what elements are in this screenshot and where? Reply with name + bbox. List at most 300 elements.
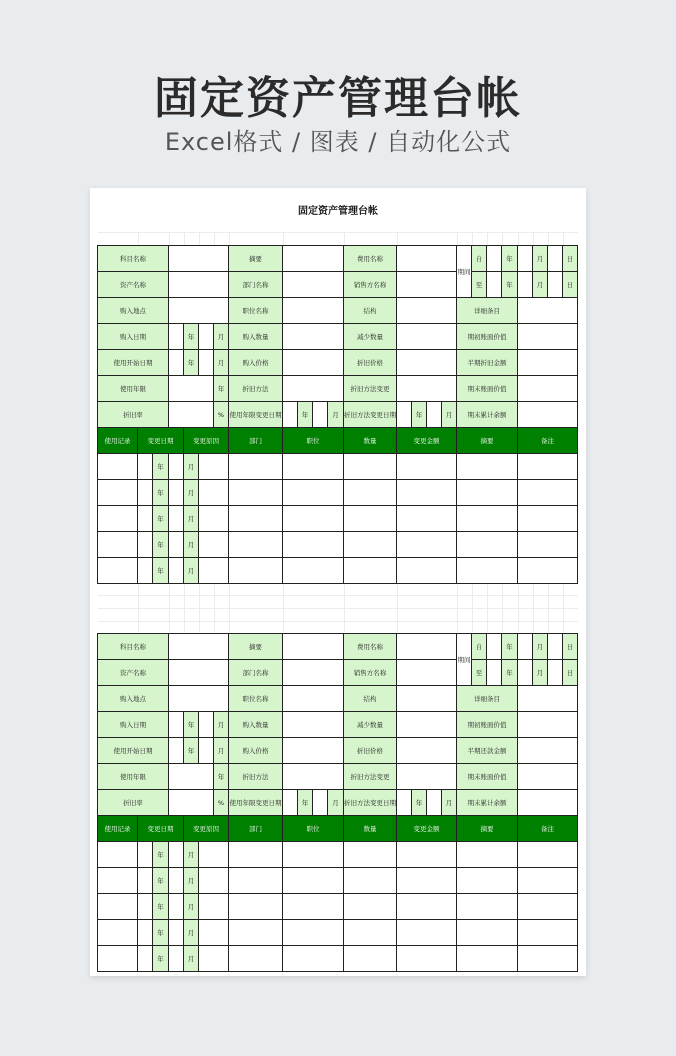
value-position-name[interactable] — [283, 686, 344, 712]
record-blank[interactable] — [138, 920, 153, 946]
label-year: 年 — [502, 660, 518, 686]
value-period-start-book-value[interactable] — [518, 324, 578, 350]
label-period: 期间 — [457, 246, 472, 298]
grid-line — [397, 232, 398, 246]
record-summary[interactable] — [457, 454, 518, 480]
record-year-value[interactable] — [169, 454, 184, 480]
label-day: 日 — [563, 634, 578, 660]
record-blank[interactable] — [138, 480, 153, 506]
grid-line — [472, 582, 473, 632]
record-reason[interactable] — [199, 454, 229, 480]
value-dep-method[interactable] — [283, 376, 344, 402]
label-use-year-change-date: 使用年限变更日期 — [229, 402, 283, 428]
header-7: 摘要 — [457, 816, 518, 842]
record-blank[interactable] — [138, 894, 153, 920]
record-dept[interactable] — [229, 894, 283, 920]
label-decrease-qty: 减少数量 — [344, 712, 397, 738]
value-uyc-blank[interactable] — [283, 790, 298, 816]
label-dept-name: 部门名称 — [229, 660, 283, 686]
label-month: 月 — [442, 790, 457, 816]
value-dmc-blank[interactable] — [397, 402, 412, 428]
label-purchase-qty: 购入数量 — [229, 712, 283, 738]
label-year: 年 — [412, 402, 427, 428]
value-to-year[interactable] — [487, 272, 502, 298]
record-dept[interactable] — [229, 506, 283, 532]
value-from-month[interactable] — [518, 246, 533, 272]
label-purchase-place: 购入地点 — [98, 686, 169, 712]
record-position[interactable] — [283, 946, 344, 972]
label-month: 月 — [533, 246, 548, 272]
record-dept[interactable] — [229, 532, 283, 558]
label-position-name: 职位名称 — [229, 686, 283, 712]
grid-line — [184, 582, 185, 632]
record-dept[interactable] — [229, 842, 283, 868]
record-summary[interactable] — [457, 946, 518, 972]
value-depreciation-price[interactable] — [397, 350, 457, 376]
grid-line — [518, 232, 519, 246]
label-year: 年 — [184, 324, 199, 350]
record-use-note[interactable] — [98, 532, 138, 558]
record-position[interactable] — [283, 894, 344, 920]
grid-line — [533, 232, 534, 246]
label-purchase-qty: 购入数量 — [229, 324, 283, 350]
header-6: 变更金额 — [397, 816, 457, 842]
label-depreciation-price: 折旧价格 — [344, 738, 397, 764]
value-sale-name[interactable] — [397, 272, 457, 298]
label-year: 年 — [502, 246, 518, 272]
label-from: 自 — [472, 246, 487, 272]
value-period-end-book-value[interactable] — [518, 764, 578, 790]
record-month-label: 月 — [184, 920, 199, 946]
grid-line — [344, 232, 345, 246]
record-amount[interactable] — [397, 480, 457, 506]
label-percent: % — [214, 402, 229, 428]
value-structure[interactable] — [397, 298, 457, 324]
value-purchase-price[interactable] — [283, 350, 344, 376]
label-month: 月 — [214, 324, 229, 350]
label-month: 月 — [533, 660, 548, 686]
value-detail-items[interactable] — [518, 298, 578, 324]
record-reason[interactable] — [199, 506, 229, 532]
record-use-note[interactable] — [98, 454, 138, 480]
header-7: 摘要 — [457, 428, 518, 454]
grid-line — [98, 595, 578, 596]
record-reason[interactable] — [199, 842, 229, 868]
value-to-year[interactable] — [487, 660, 502, 686]
record-qty[interactable] — [344, 558, 397, 584]
label-period-end-cum: 期末累计余额 — [457, 790, 518, 816]
record-qty[interactable] — [344, 946, 397, 972]
record-reason[interactable] — [199, 480, 229, 506]
header-4: 职位 — [283, 428, 344, 454]
record-dept[interactable] — [229, 868, 283, 894]
record-position[interactable] — [283, 920, 344, 946]
record-summary[interactable] — [457, 868, 518, 894]
value-purchase-qty[interactable] — [283, 712, 344, 738]
record-reason[interactable] — [199, 532, 229, 558]
value-dep-method[interactable] — [283, 764, 344, 790]
value-to-day[interactable] — [548, 272, 563, 298]
record-year-value[interactable] — [169, 868, 184, 894]
record-position[interactable] — [283, 506, 344, 532]
record-qty[interactable] — [344, 894, 397, 920]
record-remark[interactable] — [518, 506, 578, 532]
record-use-note[interactable] — [98, 558, 138, 584]
record-blank[interactable] — [138, 454, 153, 480]
record-amount[interactable] — [397, 920, 457, 946]
grid-line — [214, 232, 215, 246]
value-subject-name[interactable] — [169, 634, 229, 660]
value-uyc-year[interactable] — [313, 790, 328, 816]
record-month-label: 月 — [184, 506, 199, 532]
record-blank[interactable] — [138, 506, 153, 532]
label-period-start-book-value: 期初账面价值 — [457, 324, 518, 350]
value-dmc-blank[interactable] — [397, 790, 412, 816]
record-month-label: 月 — [184, 842, 199, 868]
record-year-value[interactable] — [169, 532, 184, 558]
spreadsheet-preview — [90, 188, 586, 976]
record-blank[interactable] — [138, 842, 153, 868]
label-summary: 摘要 — [229, 246, 283, 272]
label-month: 月 — [214, 350, 229, 376]
value-purchase-qty[interactable] — [283, 324, 344, 350]
label-month: 月 — [214, 738, 229, 764]
record-remark[interactable] — [518, 558, 578, 584]
record-month-label: 月 — [184, 454, 199, 480]
header-8: 备注 — [518, 816, 578, 842]
value-purchase-place[interactable] — [169, 686, 229, 712]
value-from-day[interactable] — [548, 246, 563, 272]
record-remark[interactable] — [518, 532, 578, 558]
value-detail-items[interactable] — [518, 686, 578, 712]
value-use-start-month[interactable] — [199, 738, 214, 764]
grid-line — [199, 232, 200, 246]
record-year-value[interactable] — [169, 842, 184, 868]
grid-line — [563, 582, 564, 632]
label-use-years: 使用年限 — [98, 764, 169, 790]
label-year: 年 — [502, 634, 518, 660]
record-remark[interactable] — [518, 946, 578, 972]
record-reason[interactable] — [199, 946, 229, 972]
record-position[interactable] — [283, 868, 344, 894]
banner-subtitle: Excel格式 / 图表 / 自动化公式 — [164, 128, 512, 156]
grid-line — [344, 582, 345, 632]
label-halfyear-dep-amount: 半期折旧金额 — [457, 350, 518, 376]
label-summary: 摘要 — [229, 634, 283, 660]
label-sale-name: 销售方名称 — [344, 272, 397, 298]
label-day: 日 — [563, 660, 578, 686]
value-use-start-month[interactable] — [199, 350, 214, 376]
value-purchase-year[interactable] — [169, 324, 184, 350]
grid-line — [548, 232, 549, 246]
value-dep-rate[interactable] — [169, 402, 214, 428]
grid-line — [518, 582, 519, 632]
grid-line — [487, 232, 488, 246]
record-amount[interactable] — [397, 506, 457, 532]
record-dept[interactable] — [229, 454, 283, 480]
label-use-years: 使用年限 — [98, 376, 169, 402]
record-position[interactable] — [283, 480, 344, 506]
grid-line — [229, 582, 230, 632]
record-summary[interactable] — [457, 894, 518, 920]
label-sale-name: 销售方名称 — [344, 660, 397, 686]
grid-line — [472, 232, 473, 246]
header-0: 使用记录 — [98, 428, 138, 454]
record-reason[interactable] — [199, 894, 229, 920]
record-use-note[interactable] — [98, 894, 138, 920]
record-year-label: 年 — [153, 558, 169, 584]
value-halfyear-dep-amount[interactable] — [518, 350, 578, 376]
record-year-label: 年 — [153, 454, 169, 480]
label-purchase-date: 购入日期 — [98, 324, 169, 350]
grid-line — [229, 232, 230, 246]
label-day: 日 — [563, 246, 578, 272]
value-period-end-book-value[interactable] — [518, 376, 578, 402]
value-period-end-cum[interactable] — [518, 790, 578, 816]
value-purchase-month[interactable] — [199, 712, 214, 738]
grid-line — [533, 582, 534, 632]
value-purchase-price[interactable] — [283, 738, 344, 764]
record-summary[interactable] — [457, 558, 518, 584]
label-purchase-price: 购入价格 — [229, 350, 283, 376]
label-year: 年 — [214, 376, 229, 402]
value-purchase-month[interactable] — [199, 324, 214, 350]
value-to-month[interactable] — [518, 660, 533, 686]
label-month: 月 — [533, 272, 548, 298]
record-year-value[interactable] — [169, 480, 184, 506]
record-reason[interactable] — [199, 868, 229, 894]
value-from-month[interactable] — [518, 634, 533, 660]
label-subject-name: 科目名称 — [98, 246, 169, 272]
label-detail-items: 详细条目 — [457, 298, 518, 324]
grid-line — [199, 582, 200, 632]
record-blank[interactable] — [138, 946, 153, 972]
label-period: 期间 — [457, 634, 472, 686]
grid-line — [98, 232, 578, 233]
value-sale-name[interactable] — [397, 660, 457, 686]
record-amount[interactable] — [397, 868, 457, 894]
record-remark[interactable] — [518, 842, 578, 868]
record-month-label: 月 — [184, 532, 199, 558]
header-2: 变更原因 — [184, 428, 229, 454]
grid-line — [397, 582, 398, 632]
grid-line — [502, 232, 503, 246]
record-summary[interactable] — [457, 506, 518, 532]
record-dept[interactable] — [229, 946, 283, 972]
value-halfyear-dep-amount[interactable] — [518, 738, 578, 764]
record-month-label: 月 — [184, 946, 199, 972]
label-dep-rate: 折旧率 — [98, 790, 169, 816]
record-year-value[interactable] — [169, 920, 184, 946]
record-position[interactable] — [283, 454, 344, 480]
value-dmc-year[interactable] — [427, 790, 442, 816]
record-position[interactable] — [283, 532, 344, 558]
record-dept[interactable] — [229, 558, 283, 584]
value-expense-name[interactable] — [397, 246, 457, 272]
label-year: 年 — [184, 350, 199, 376]
record-qty[interactable] — [344, 868, 397, 894]
record-summary[interactable] — [457, 920, 518, 946]
record-summary[interactable] — [457, 842, 518, 868]
label-purchase-price: 购入价格 — [229, 738, 283, 764]
record-amount[interactable] — [397, 532, 457, 558]
value-purchase-place[interactable] — [169, 298, 229, 324]
value-asset-name[interactable] — [169, 660, 229, 686]
label-month: 月 — [442, 402, 457, 428]
value-uyc-blank[interactable] — [283, 402, 298, 428]
value-dep-rate[interactable] — [169, 790, 214, 816]
record-dept[interactable] — [229, 920, 283, 946]
record-use-note[interactable] — [98, 946, 138, 972]
value-decrease-qty[interactable] — [397, 324, 457, 350]
header-8: 备注 — [518, 428, 578, 454]
record-position[interactable] — [283, 558, 344, 584]
label-month: 月 — [328, 402, 344, 428]
value-purchase-year[interactable] — [169, 712, 184, 738]
value-from-year[interactable] — [487, 634, 502, 660]
grid-line — [169, 232, 170, 246]
value-from-day[interactable] — [548, 634, 563, 660]
value-position-name[interactable] — [283, 298, 344, 324]
record-use-note[interactable] — [98, 920, 138, 946]
value-summary[interactable] — [283, 246, 344, 272]
value-summary[interactable] — [283, 634, 344, 660]
label-year: 年 — [298, 402, 313, 428]
record-year-label: 年 — [153, 506, 169, 532]
header-3: 部门 — [229, 428, 283, 454]
record-remark[interactable] — [518, 920, 578, 946]
label-dep-method: 折旧方法 — [229, 764, 283, 790]
record-year-label: 年 — [153, 480, 169, 506]
value-use-start-year[interactable] — [169, 738, 184, 764]
label-position-name: 职位名称 — [229, 298, 283, 324]
label-year: 年 — [298, 790, 313, 816]
value-dmc-year[interactable] — [427, 402, 442, 428]
record-reason[interactable] — [199, 558, 229, 584]
record-use-note[interactable] — [98, 480, 138, 506]
value-period-end-cum[interactable] — [518, 402, 578, 428]
record-position[interactable] — [283, 842, 344, 868]
record-use-note[interactable] — [98, 842, 138, 868]
value-use-start-year[interactable] — [169, 350, 184, 376]
label-dep-method-change-date: 折旧方法变更日期 — [344, 790, 397, 816]
record-remark[interactable] — [518, 868, 578, 894]
label-year: 年 — [184, 712, 199, 738]
label-use-start-date: 使用开始日期 — [98, 738, 169, 764]
record-year-value[interactable] — [169, 558, 184, 584]
value-asset-name[interactable] — [169, 272, 229, 298]
value-from-year[interactable] — [487, 246, 502, 272]
record-year-label: 年 — [153, 894, 169, 920]
record-year-value[interactable] — [169, 506, 184, 532]
label-period-end-book-value: 期末账面价值 — [457, 376, 518, 402]
record-amount[interactable] — [397, 894, 457, 920]
banner-title: 固定资产管理台帐 — [154, 73, 522, 124]
record-year-value[interactable] — [169, 894, 184, 920]
record-qty[interactable] — [344, 842, 397, 868]
record-amount[interactable] — [397, 454, 457, 480]
value-depreciation-price[interactable] — [397, 738, 457, 764]
record-qty[interactable] — [344, 532, 397, 558]
label-decrease-qty: 减少数量 — [344, 324, 397, 350]
value-uyc-year[interactable] — [313, 402, 328, 428]
record-use-note[interactable] — [98, 868, 138, 894]
value-dep-method-change[interactable] — [397, 764, 457, 790]
grid-line — [169, 582, 170, 632]
value-use-years[interactable] — [169, 764, 214, 790]
value-dep-method-change[interactable] — [397, 376, 457, 402]
record-amount[interactable] — [397, 946, 457, 972]
label-use-start-date: 使用开始日期 — [98, 350, 169, 376]
value-to-month[interactable] — [518, 272, 533, 298]
label-month: 月 — [328, 790, 344, 816]
grid-line — [457, 582, 458, 632]
value-subject-name[interactable] — [169, 246, 229, 272]
label-year: 年 — [184, 738, 199, 764]
value-expense-name[interactable] — [397, 634, 457, 660]
grid-line — [98, 621, 578, 622]
label-subject-name: 科目名称 — [98, 634, 169, 660]
grid-line — [138, 232, 139, 246]
header-3: 部门 — [229, 816, 283, 842]
record-remark[interactable] — [518, 480, 578, 506]
record-qty[interactable] — [344, 480, 397, 506]
value-use-years[interactable] — [169, 376, 214, 402]
record-qty[interactable] — [344, 454, 397, 480]
record-summary[interactable] — [457, 480, 518, 506]
record-year-label: 年 — [153, 532, 169, 558]
value-period-start-book-value[interactable] — [518, 712, 578, 738]
record-month-label: 月 — [184, 480, 199, 506]
label-percent: % — [214, 790, 229, 816]
header-4: 职位 — [283, 816, 344, 842]
record-amount[interactable] — [397, 842, 457, 868]
record-year-label: 年 — [153, 946, 169, 972]
record-dept[interactable] — [229, 480, 283, 506]
record-blank[interactable] — [138, 558, 153, 584]
label-expense-name: 费用名称 — [344, 634, 397, 660]
record-summary[interactable] — [457, 532, 518, 558]
label-dep-method-change: 折旧方法变更 — [344, 376, 397, 402]
record-blank[interactable] — [138, 868, 153, 894]
record-year-label: 年 — [153, 868, 169, 894]
grid-line — [184, 232, 185, 246]
label-month: 月 — [214, 712, 229, 738]
value-decrease-qty[interactable] — [397, 712, 457, 738]
record-use-note[interactable] — [98, 506, 138, 532]
record-year-value[interactable] — [169, 946, 184, 972]
label-to: 至 — [472, 660, 487, 686]
record-qty[interactable] — [344, 920, 397, 946]
record-qty[interactable] — [344, 506, 397, 532]
value-to-day[interactable] — [548, 660, 563, 686]
header-1: 变更日期 — [138, 816, 184, 842]
header-6: 变更金额 — [397, 428, 457, 454]
value-structure[interactable] — [397, 686, 457, 712]
label-structure: 结构 — [344, 298, 397, 324]
record-remark[interactable] — [518, 894, 578, 920]
record-blank[interactable] — [138, 532, 153, 558]
value-dept-name[interactable] — [283, 660, 344, 686]
record-amount[interactable] — [397, 558, 457, 584]
record-year-label: 年 — [153, 842, 169, 868]
value-dept-name[interactable] — [283, 272, 344, 298]
record-reason[interactable] — [199, 920, 229, 946]
label-dep-method-change: 折旧方法变更 — [344, 764, 397, 790]
record-month-label: 月 — [184, 558, 199, 584]
grid-line — [487, 582, 488, 632]
record-remark[interactable] — [518, 454, 578, 480]
